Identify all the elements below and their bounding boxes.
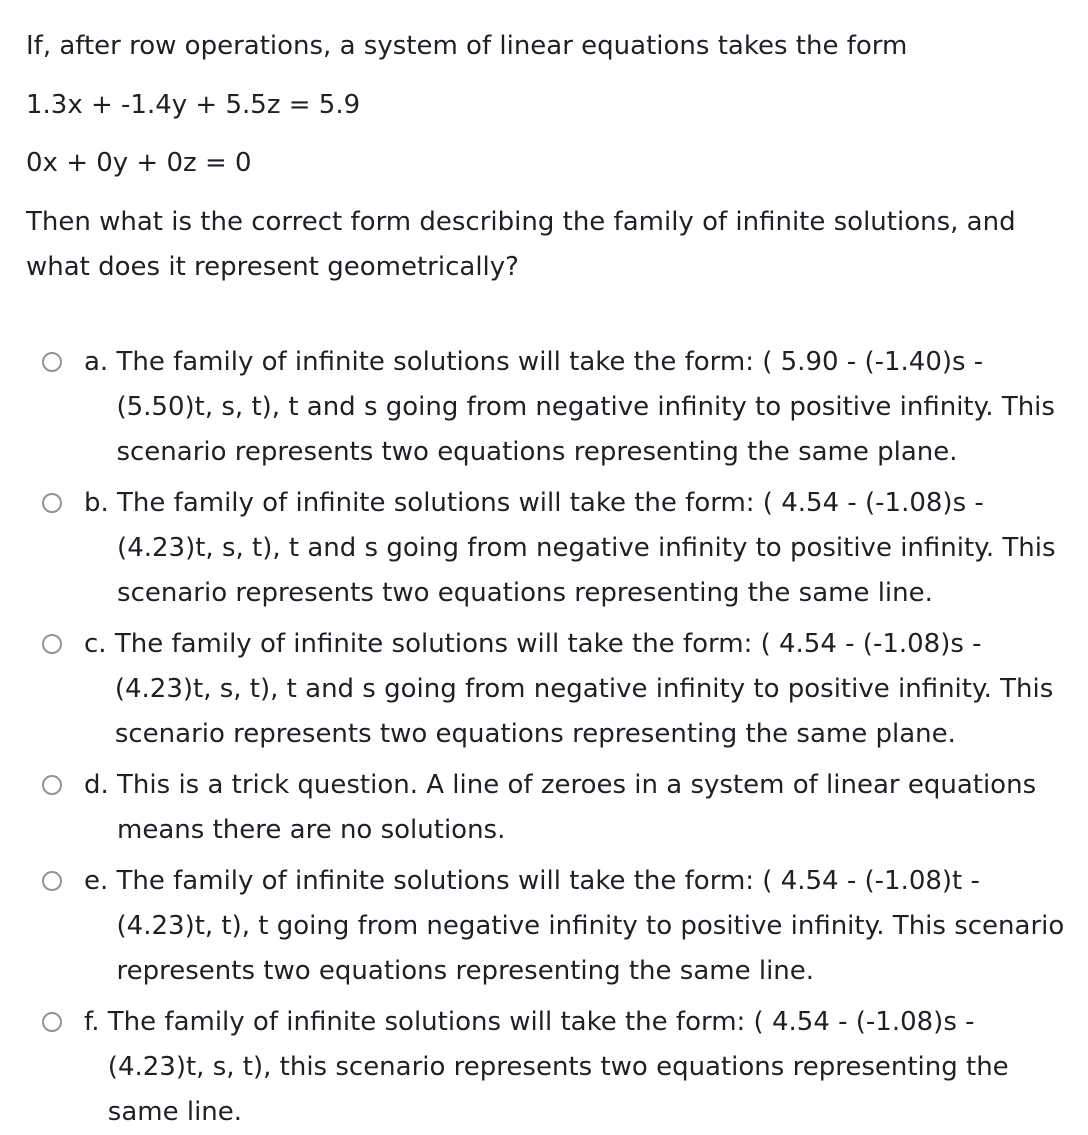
equation-1: 1.3x + -1.4y + 5.5z = 5.9 (26, 90, 361, 120)
option-letter-e: e. (84, 866, 117, 896)
option-a[interactable] (42, 340, 1082, 475)
option-letter-b: b. (84, 488, 118, 518)
question-stem: Then what is the correct form describing the family of infinite solutions, and what does it represent geometrically? (26, 207, 1016, 282)
question-intro: If, after row operations, a system of linear equations takes the form (26, 31, 908, 61)
radio-button-a[interactable] (42, 352, 62, 372)
option-e[interactable] (42, 859, 1082, 994)
option-letter-a: a. (84, 347, 117, 377)
equation-2: 0x + 0y + 0z = 0 (26, 148, 252, 178)
option-text-e[interactable]: The family of infinite solutions will take the form: ( 4.54 - (-1.08)t - (4.23)t, t), t going from negative infinity to positive infinity. This scenario represents two equations representing the same line. (116, 866, 1065, 986)
option-text-f[interactable]: The family of infinite solutions will take the form: ( 4.54 - (-1.08)s - (4.23)t, s, t), this scenario represents two equations representing the same line. (107, 1007, 1009, 1127)
option-letter-f: f. (84, 1007, 108, 1037)
option-d[interactable] (42, 763, 1082, 853)
option-c[interactable] (42, 622, 1082, 757)
option-letter-c: c. (84, 629, 115, 659)
radio-button-d[interactable] (42, 775, 62, 795)
option-f[interactable] (42, 1000, 1082, 1135)
option-text-a[interactable]: The family of infinite solutions will take the form: ( 5.90 - (-1.40)s - (5.50)t, s, t), t and s going from negative infinity to positive infinity. This scenario represents two equations representing the same plane. (116, 347, 1055, 467)
option-b[interactable] (42, 481, 1082, 616)
option-letter-d: d. (84, 770, 118, 800)
radio-button-f[interactable] (42, 1012, 62, 1032)
radio-button-b[interactable] (42, 493, 62, 513)
option-text-d[interactable]: This is a trick question. A line of zeroes in a system of linear equations means there are no solutions. (117, 770, 1037, 845)
option-text-b[interactable]: The family of infinite solutions will take the form: ( 4.54 - (-1.08)s - (4.23)t, s, t), t and s going from negative infinity to positive infinity. This scenario represents two equations representing the same line. (117, 488, 1056, 608)
option-text-c[interactable]: The family of infinite solutions will take the form: ( 4.54 - (-1.08)s - (4.23)t, s, t), t and s going from negative infinity to positive infinity. This scenario represents two equations representing the same plane. (114, 629, 1054, 749)
radio-button-e[interactable] (42, 871, 62, 891)
radio-button-c[interactable] (42, 634, 62, 654)
